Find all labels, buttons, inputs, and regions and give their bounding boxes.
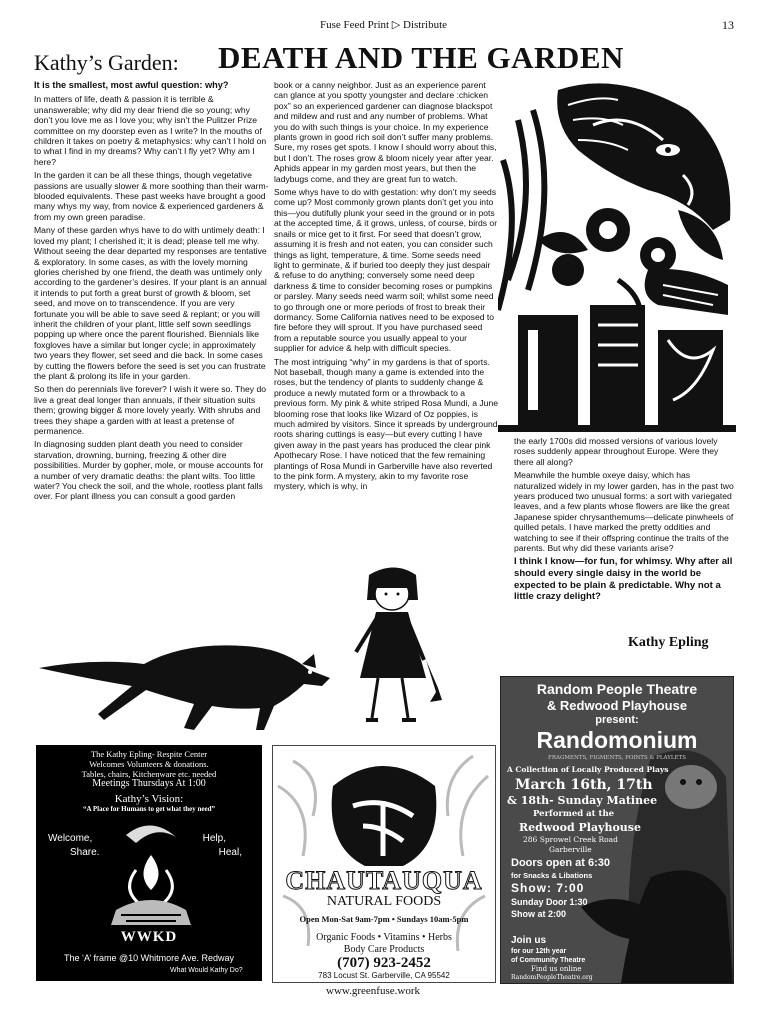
theatre-org-2: & Redwood Playhouse — [546, 698, 688, 713]
paragraph: So then do perennials live forever? I wish it were so. They do live a great deal longer than annuals, if their situation suits them; growing bigger & more lovely yearly. With shrubs and trees they shape a garden with at least a pretense of permanence. — [34, 384, 266, 436]
article-title: DEATH AND THE GARDEN — [218, 40, 624, 75]
paragraph: Meanwhile the humble oxeye daisy, which has naturalized widely in my lower garden, has in the past two years produced two unusual forms: a sort with variegated leaves, and a few plants whose flowers are like the great Japanese spider chrysanthemums—delicate pinwheels of quilled petals. I have marked the pretty oddities and watching to see if their offspring continue the traits of the parents. But why did these variants arise? — [514, 470, 734, 554]
woodcut-illustration — [498, 80, 736, 432]
sunday-door: Sunday Door 1:30 — [511, 897, 588, 907]
share-text: Share. — [70, 847, 100, 858]
welcome-text: Welcome, — [48, 833, 93, 844]
find-online: Find us online — [531, 965, 582, 973]
help-text: Help, — [202, 833, 226, 844]
ad-theatre — [500, 676, 734, 984]
heal-text: Heal, — [218, 847, 242, 858]
store-products-2: Body Care Products — [343, 944, 425, 955]
sunday-show: Show at 2:00 — [511, 909, 567, 919]
paragraph: The most intriguing “why” in my gardens is that of sports. Not baseball, though many a game is extended into the roses, but the tendency of plants to suddenly change & produce a newly mutated form or a throwback to a previous form. My pink & white striped Rosa Mundi, a June blooming rose that looks like Wizard of Oz poppies, is much admired by visitors. Since it spreads by underground roots sharing cuttings is easy—but every cutting I have given away in the past years has produced the clear pink Apothecary Rose. I have noticed that the few remaining plantings of Rosa Mundi in Garberville have also reverted to the pink form. A mystery, akin to my favorite rose mystery, which is why, in — [274, 356, 499, 492]
paragraph: the early 1700s did mossed versions of various lovely roses suddenly appear throughout Europe. Were they there all along? — [514, 436, 719, 467]
store-hours: Open Mon-Sat 9am-7pm • Sundays 10am-5pm — [299, 914, 469, 924]
article-column-1 — [34, 80, 270, 505]
vision-title: Kathy’s Vision: — [114, 793, 184, 805]
column-kicker: Kathy’s Garden: — [34, 50, 179, 75]
join-text-2: for our 12th year — [511, 948, 567, 955]
show-tagline: FRAGMENTS, FIGMENTS, POINTS & PLAYLETS — [548, 755, 686, 761]
paragraph: In the garden it can be all these things, though vegetative passions are usually slower & more soothing than their warm-blooded equivalents. These past weeks have brought a good many whys my way, from novice & experienced gardeners & from my own green paradise. — [34, 170, 269, 222]
campfire-icon — [96, 815, 206, 935]
vision-text: “A Place for Humans to get what they need” — [82, 805, 216, 813]
closing-paragraph: I think I know—for fun, for whimsy. Why after all should every single daisy in the world be expected to be plain & predictable. Why not a little crazy delight? — [514, 556, 733, 603]
store-products: Organic Foods • Vitamins • Herbs — [316, 932, 452, 943]
article-column-2 — [274, 80, 498, 495]
author-signature: Kathy Epling — [628, 635, 709, 650]
ad-chautauqua — [272, 745, 496, 983]
paragraph: In matters of life, death & passion it is terrible & unanswerable; why did my dear friend die so young; why don’t you love me as I love you; why isn’t the Pulitzer Prize committee on my doorstep even as I write? In the mouths of children it takes on poetry & metaphysics: why can’t I hold on to what I find in my dreams? Why can’t I fly yet? Why am I here? — [34, 94, 267, 167]
show-dates: March 16th, 17th — [515, 777, 653, 793]
lead-question: It is the smallest, most awful question: why? — [34, 80, 229, 90]
show-time: Show: 7:00 — [511, 881, 585, 895]
ad-line: The Kathy Epling- Respite Center — [90, 749, 208, 759]
matinee-text: & 18th- Sunday Matinee — [507, 794, 658, 807]
ad-line: Meetings Thursdays At 1:00 — [92, 778, 206, 789]
paragraph: book or a canny neighbor. Just as an experience parent can glance at you spotty youngster and declare :chicken pox” so an experienced gardener can diagnose blackspot and mildew and rust and any number of problems. What you do with such things is your choice. In my experience plants grown in good rich soil don’t suffer many problems. Sure, my roses get spots. I know I should worry about this, but I don’t. The roses grow & bloom nicely year after year. Aphids appear in my garden most years, but then the ladybugs come, and they are great fun to watch. — [274, 80, 497, 184]
collection-text: A Collection of Locally Produced Plays — [507, 765, 669, 774]
ad-line: Tables, chairs, Kitchenware etc. needed — [81, 769, 217, 779]
running-head: Fuse Feed Print ▷ Distribute — [320, 19, 448, 31]
wwkd-text: WWKD — [120, 929, 178, 945]
theatre-org: Random People Theatre — [536, 681, 698, 697]
join-text-3: of Community Theatre — [511, 957, 586, 964]
store-address: 783 Locust St. Garberville, CA 95542 — [318, 971, 450, 980]
snacks-text: for Snacks & Libations — [511, 871, 593, 880]
wolf-and-girl-illustration — [34, 560, 494, 740]
doors-time: Doors open at 6:30 — [511, 857, 611, 869]
present-text: present: — [595, 714, 639, 726]
performed-text: Performed at the — [533, 809, 615, 819]
ad-address: The ‘A’ frame @10 Whitmore Ave. Redway — [63, 953, 235, 963]
paragraph: In diagnosing sudden plant death you need to consider starvation, drowning, burning, freezing & other dire possibilities. Murder by gopher, mole, or mouse accounts for a number of very dramatic deaths: the plant wilts. Too little water? You check the soil, and the whole, rootless plant falls over. For plant illness you can consult a good garden — [34, 439, 264, 502]
ad-line: Welcomes Volunteers & donations. — [89, 759, 209, 769]
article-column-3 — [514, 436, 734, 606]
store-subname: NATURAL FOODS — [326, 894, 442, 909]
paragraph: Many of these garden whys have to do with untimely death: I loved my plant; I cherished it; it is dead; please tell me why. Without seeing the dear departed my responses are tentative & exploratory. In some cases, as with the lovely morning glories cherished by one friend, the death was untimely only according to the gardener’s desires. If your plant is an annual it intends to put forth a great burst of growth & bloom, set seed, and move on to transcendence. If you are very fortunate you will be able to save seed & replant; or you will inherit the children of your plant, little self sown seedlings popping up where once the parent flourished. Biennials like foxgloves have a similar but longer cycle; in approximately two years they flower, set seed and die back. In some cases by cutting the flowers before the seed is set you can frustrate the plant & prolong its life in your garden. — [34, 225, 267, 381]
wwkd-meaning: What Would Kathy Do? — [170, 967, 243, 974]
venue-address: 286 Sprowel Creek Road — [523, 835, 618, 844]
store-name: CHAUTAUQUA — [285, 866, 483, 895]
ad-respite-center — [36, 745, 262, 981]
join-text: Join us — [511, 935, 547, 946]
store-phone: (707) 923-2452 — [337, 955, 431, 971]
show-title: Randomonium — [536, 727, 698, 753]
theatre-website[interactable]: RandomPeopleTheatre.org — [511, 974, 593, 981]
page-number: 13 — [722, 18, 734, 32]
venue-name: Redwood Playhouse — [519, 821, 641, 834]
paragraph: Some whys have to do with gestation: why don’t my seeds come up? Most commonly grown plants don’t get you into this—you dutifully plunk your seed in the ground or in pots at the accepted time, & it grows, unless, of course, birds or snails or mice get to it first. For seed that doesn’t grow, assuming it is fresh and not eaten, you can consider such things as light, temperature, & time. Some seeds need light to germinate, & if buried too deeply they just despair & refuse to do anything; conversely some need deep darkness & time to consider becoming roses or pumpkins or parsley. Many seeds need warm soil; whilst some need to go through one or more periods of frost to break their dormancy. Some California natives need to be exposed to fire before they will sprout. If you have purchased seed from a reputable source you usually appeal to your supplier for advice & help with difficult species. — [274, 187, 498, 354]
footer-url[interactable]: www.greenfuse.work — [326, 985, 420, 997]
venue-town: Garberville — [549, 845, 592, 854]
